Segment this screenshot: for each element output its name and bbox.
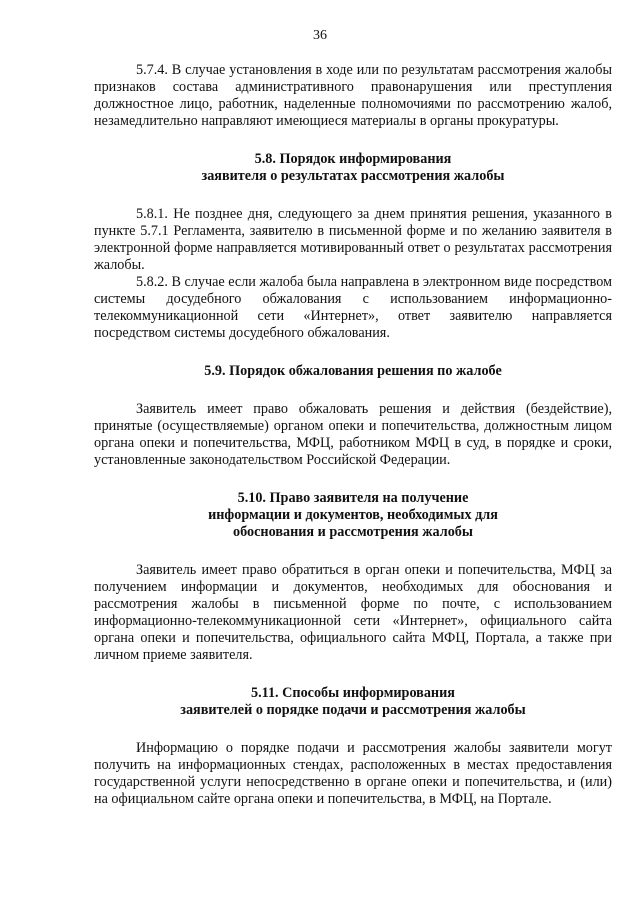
heading-5-11	[94, 685, 612, 719]
paragraph-5-7-4: 5.7.4. В случае установления в ходе или по результатам рассмотрения жалобы признаков состава административного правонарушения или преступления должностное лицо, работник, наделенные полномочиями по рассмотрению жалоб, незамедлительно направляют имеющиеся материалы в органы прокуратуры.	[94, 62, 612, 129]
heading-5-10	[94, 490, 612, 541]
heading-5-9-line-1: 5.9. Порядок обжалования решения по жалобе	[204, 363, 502, 379]
paragraph-5-9: Заявитель имеет право обжаловать решения и действия (бездействие), принятые (осуществляемые) органом опеки и попечительства, должностным лицом органа опеки и попечительства, МФЦ, работником МФЦ в суд, в порядке и сроки, установленные законодательством Российской Федерации.	[94, 401, 612, 468]
heading-5-9	[94, 363, 612, 380]
paragraph-5-11: Информацию о порядке подачи и рассмотрения жалобы заявители могут получить на информационных стендах, расположенных в местах предоставления государственной услуги непосредственно в органе опеки и попечительства, и (или) на официальном сайте органа опеки и попечительства, в МФЦ, на Портале.	[94, 740, 612, 807]
heading-5-11-line-1: 5.11. Способы информирования	[251, 685, 455, 701]
paragraph-5-10: Заявитель имеет право обратиться в орган опеки и попечительства, МФЦ за получением информации и документов, необходимых для обоснования и рассмотрения жалобы в письменной форме по почте, с использованием информационно-телекоммуникационной сети «Интернет», официального сайта органа опеки и попечительства, официального сайта МФЦ, Портала, а также при личном приеме заявителя.	[94, 562, 612, 663]
heading-5-8	[94, 151, 612, 185]
page-number: 36	[313, 28, 327, 43]
heading-5-8-line-1: 5.8. Порядок информирования	[254, 151, 452, 167]
paragraph-5-8-2: 5.8.2. В случае если жалоба была направлена в электронном виде посредством системы досудебного обжалования с использованием информационно-телекоммуникационной сети «Интернет», ответ заявителю направляется посредством системы досудебного обжалования.	[94, 274, 612, 341]
paragraph-5-8-1: 5.8.1. Не позднее дня, следующего за днем принятия решения, указанного в пункте 5.7.1 Регламента, заявителю в письменной форме и по желанию заявителя в электронной форме направляется мотивированный ответ о результатах рассмотрения жалобы.	[94, 206, 612, 273]
heading-5-10-line-1: 5.10. Право заявителя на получение	[237, 490, 469, 506]
heading-5-10-line-3: обоснования и рассмотрения жалобы	[233, 524, 473, 540]
document-body	[94, 62, 612, 808]
heading-5-11-line-2: заявителей о порядке подачи и рассмотрения жалобы	[180, 702, 526, 718]
heading-5-8-line-2: заявителя о результатах рассмотрения жалобы	[201, 168, 505, 184]
heading-5-10-line-2: информации и документов, необходимых для	[208, 507, 498, 523]
